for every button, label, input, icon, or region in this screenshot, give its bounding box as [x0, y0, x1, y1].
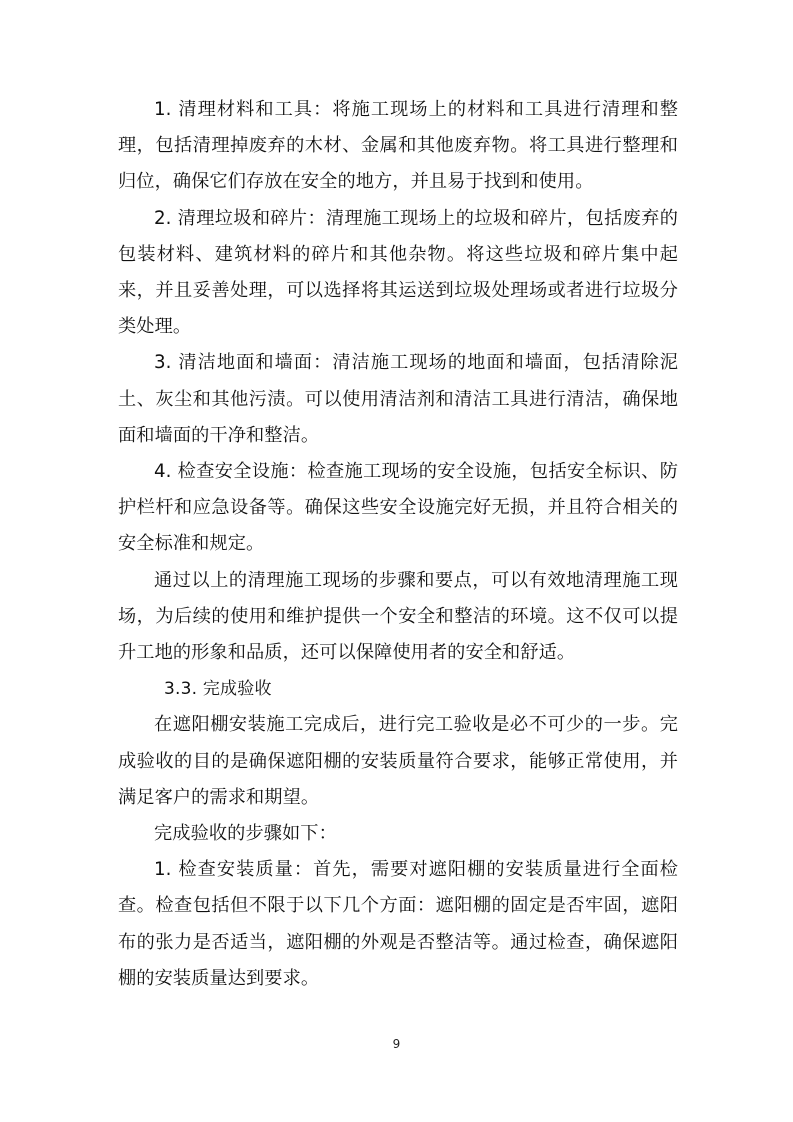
page-number: 9	[392, 1037, 401, 1051]
paragraph-check-safety: 4. 检查安全设施：检查施工现场的安全设施，包括安全标识、防护栏杆和应急设备等。确保这些安全设施完好无损，并且符合相关的安全标准和规定。	[118, 461, 678, 555]
section-heading: 3.3. 完成验收	[164, 679, 272, 700]
paragraph-acceptance-intro: 在遮阳棚安装施工完成后，进行完工验收是必不可少的一步。完成验收的目的是确保遮阳棚的安装质量符合要求，能够正常使用，并满足客户的需求和期望。	[118, 714, 678, 808]
document-body	[118, 92, 678, 997]
paragraph-clean-garbage: 2. 清理垃圾和碎片：清理施工现场上的垃圾和碎片，包括废弃的包装材料、建筑材料的碎片和其他杂物。将这些垃圾和碎片集中起来，并且妥善处理，可以选择将其运送到垃圾处理场或者进行垃圾分类处理。	[118, 207, 678, 338]
paragraph-check-installation: 1. 检查安装质量：首先，需要对遮阳棚的安装质量进行全面检查。检查包括但不限于以下几个方面：遮阳棚的固定是否牢固，遮阳布的张力是否适当，遮阳棚的外观是否整洁等。通过检查，确保遮阳棚的安装质量达到要求。	[118, 859, 678, 989]
paragraph-acceptance-steps: 完成验收的步骤如下：	[154, 823, 337, 845]
paragraph-clean-floor-walls: 3. 清洁地面和墙面：清洁施工现场的地面和墙面，包括清除泥土、灰尘和其他污渍。可以使用清洁剂和清洁工具进行清洁，确保地面和墙面的干净和整洁。	[118, 352, 678, 446]
paragraph-clean-materials: 1. 清理材料和工具：将施工现场上的材料和工具进行清理和整理，包括清理掉废弃的木材、金属和其他废弃物。将工具进行整理和归位，确保它们存放在安全的地方，并且易于找到和使用。	[118, 99, 678, 193]
paragraph-summary: 通过以上的清理施工现场的步骤和要点，可以有效地清理施工现场，为后续的使用和维护提供一个安全和整洁的环境。这不仅可以提升工地的形象和品质，还可以保障使用者的安全和舒适。	[118, 569, 678, 664]
